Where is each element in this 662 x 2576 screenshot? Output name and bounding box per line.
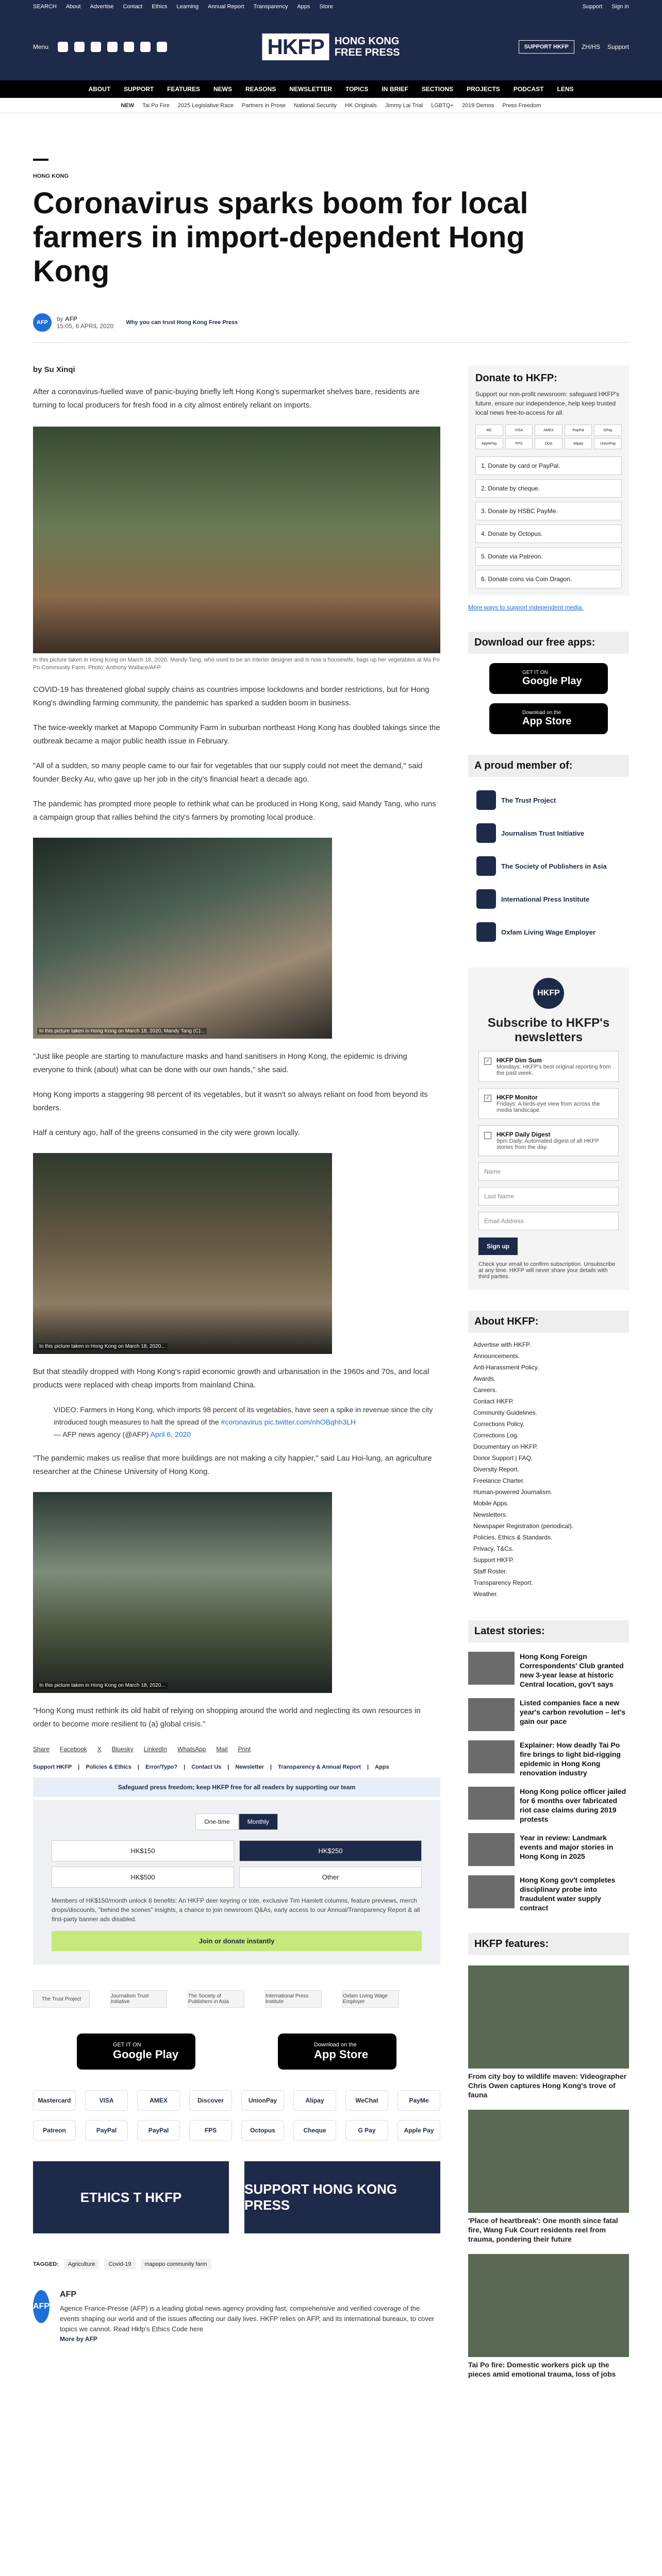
apps-heading: Download our free apps: (468, 632, 629, 654)
topbar-link-apps[interactable]: Apps (297, 4, 310, 10)
gpay-icon[interactable]: G Pay (345, 2120, 388, 2141)
trending-item[interactable]: Press Freedom (502, 102, 541, 109)
tweet-text: VIDEO: Farmers in Hong Kong, which imports 98 percent of its vegetables, have seen a spike in revenue since the city introduced tough measures to halt the spread of the (54, 1405, 433, 1426)
ipi-icon (476, 889, 496, 909)
newsletter-widget (468, 968, 629, 1290)
about-link[interactable]: Announcements. (473, 1352, 520, 1360)
article-title: Coronavirus sparks boom for local farmers in import-dependent Hong Kong (33, 187, 528, 288)
latest-story[interactable] (468, 1833, 629, 1866)
topbar-link-contact[interactable]: Contact (123, 4, 143, 10)
share-linkedin[interactable]: LinkedIn (143, 1745, 168, 1753)
donate-option[interactable]: 2. Donate by cheque. (475, 479, 622, 498)
support-link[interactable]: Transparency & Annual Report (278, 1764, 361, 1770)
about-link[interactable]: Human-powered Journalism. (473, 1488, 553, 1496)
newsletter-option[interactable] (478, 1051, 619, 1082)
top-utility-bar (0, 0, 662, 13)
sidebar (468, 343, 629, 2379)
member-logo[interactable] (468, 823, 629, 843)
member-badges (33, 1990, 440, 2008)
tags-label: TAGGED: (33, 2261, 59, 2267)
member-logo[interactable] (468, 856, 629, 876)
app-store-button[interactable] (278, 2033, 396, 2070)
store-big-text: App Store (522, 716, 572, 727)
about-link[interactable]: Awards. (473, 1375, 496, 1382)
mastercard-icon[interactable]: Mastercard (33, 2090, 76, 2111)
visa-icon[interactable]: VISA (85, 2090, 128, 2111)
article-photo[interactable] (33, 427, 440, 653)
byline-author[interactable]: AFP (65, 315, 78, 323)
oxfam-icon (476, 922, 496, 942)
topbar-link-about[interactable]: About (65, 4, 81, 10)
features-heading: HKFP features: (468, 1933, 629, 1955)
hkfp-logo-small: HKFP (533, 978, 564, 1009)
article-photo[interactable] (33, 1492, 332, 1693)
logo-box: HKFP (262, 33, 329, 60)
name-field[interactable]: Name (478, 1162, 619, 1181)
applepay-icon[interactable]: Apple Pay (398, 2120, 440, 2141)
paragraph: "Hong Kong must rethink its old habit of relying on shopping around the world and neglecting its own resources in order to become more resilient to (a) global crisis." (33, 1706, 421, 1728)
feature-image (468, 2254, 629, 2357)
article-author: by Su Xinqi (33, 365, 75, 374)
amount-option-selected[interactable]: HK$250 (239, 1840, 422, 1861)
oxfam-badge[interactable]: Oxfam Living Wage Employer (342, 1990, 399, 2008)
share-print[interactable]: Print (238, 1745, 251, 1753)
topbar-link-support[interactable]: Support (582, 4, 603, 10)
linkedin-icon[interactable] (124, 42, 134, 52)
donate-widget (468, 365, 629, 596)
more-by-author-link[interactable]: More by AFP (60, 2335, 97, 2343)
app-store-links (33, 2033, 440, 2070)
nav-sections[interactable]: SECTIONS (421, 86, 454, 93)
support-banner[interactable]: Safeguard press freedom; keep HKFP free for all readers by supporting our team (33, 1777, 440, 1797)
amount-option[interactable]: HK$150 (52, 1840, 234, 1861)
about-link[interactable]: Donor Support | FAQ. (473, 1454, 533, 1462)
checkbox[interactable]: ✓ (484, 1058, 491, 1065)
trending-new-label: NEW (121, 102, 135, 109)
about-link[interactable]: Careers. (473, 1386, 498, 1394)
topbar-link-learning[interactable]: Learning (176, 4, 199, 10)
member-heading: A proud member of: (468, 755, 629, 777)
newsletter-option[interactable] (478, 1125, 619, 1156)
topbar-link-transparency[interactable]: Transparency (253, 4, 288, 10)
masthead (0, 13, 662, 80)
membership-note: Members of HK$150/month unlock 8 benefits: An HKFP deer keyring or tote, exclusive Tim Hamlett columns, feature previews, merch drops/discounts, "behind the scenes" insights, a chance to join newsroom Q&As, early access to our Annual/Transparency Report & all first-party banner ads disabled. (52, 1897, 420, 1923)
payment-card-icon: ApplePay (475, 438, 503, 449)
paragraph: "Just like people are starting to manufacture masks and hand sanitisers in Hong Kong, the epidemic is driving everyone to think (about) what can be done with our own hands," she said. (33, 1052, 407, 1074)
payment-card-icon: UnionPay (594, 438, 622, 449)
support-link[interactable]: Contact Us (191, 1764, 222, 1770)
store-small-text: GET IT ON (113, 2042, 141, 2048)
member-name: The Trust Project (501, 796, 556, 804)
donate-note: Support our non-profit newsroom: safeguard HKFP's future, ensure our independence, help keep trusted local news free-to-access for all. (475, 391, 620, 416)
newsletter-title: HKFP Daily Digest (496, 1131, 551, 1138)
nav-news[interactable]: NEWS (213, 86, 232, 93)
about-link[interactable]: Newsletters. (473, 1511, 508, 1518)
about-link[interactable]: Support HKFP. (473, 1556, 515, 1564)
article-body (33, 343, 440, 2379)
feature-story[interactable] (468, 2254, 629, 2379)
support-link[interactable]: Apps (375, 1764, 389, 1770)
byline-by: by (57, 315, 63, 323)
author-avatar[interactable]: AFP (33, 2290, 49, 2323)
trust-link[interactable]: Why you can trust Hong Kong Free Press (126, 319, 238, 326)
latest-story[interactable] (468, 1787, 629, 1824)
article-photo[interactable] (33, 838, 332, 1039)
story-thumbnail (468, 1787, 515, 1820)
logo-text-line1: HONG KONG (334, 36, 400, 47)
nav-about[interactable]: ABOUT (88, 86, 111, 93)
nav-topics[interactable]: TOPICS (345, 86, 369, 93)
nav-support[interactable]: SUPPORT (124, 86, 154, 93)
latest-story[interactable] (468, 1740, 629, 1777)
paragraph: "All of a sudden, so many people came to our fair for vegetables that our supply could not meet the demand," said founder Becky Au, who gave up her job in the city's financial heart a decade ago. (33, 761, 423, 784)
share-whatsapp[interactable]: WhatsApp (177, 1745, 206, 1753)
member-name: The Society of Publishers in Asia (501, 862, 607, 870)
card-logos (475, 425, 622, 449)
masthead-support-link[interactable]: Support (607, 43, 629, 50)
photo-overlay-caption: In this picture taken in Hong Kong on March 18, 2020... (37, 1682, 168, 1689)
facebook-icon[interactable] (58, 42, 68, 52)
trending-item[interactable]: HK Originals (345, 102, 377, 109)
google-play-button[interactable] (77, 2033, 195, 2070)
member-logo[interactable] (468, 790, 629, 810)
about-link[interactable]: Mobile Apps. (473, 1500, 509, 1507)
share-mail[interactable]: Mail (216, 1745, 228, 1753)
nav-reasons[interactable]: REASONS (245, 86, 276, 93)
newsletter-desc: Fridays: A birds-eye view from across the media landscape. (496, 1101, 600, 1113)
about-link[interactable]: Community Guidelines. (473, 1409, 538, 1416)
tag[interactable]: mapopo community farm (141, 2259, 211, 2269)
payment-card-icon: FPS (505, 438, 533, 449)
support-hkfp-button[interactable]: SUPPORT HKFP (519, 40, 574, 54)
story-thumbnail (468, 1875, 515, 1908)
store-big-text: Google Play (113, 2048, 179, 2061)
octopus-icon[interactable]: Octopus (241, 2120, 284, 2141)
about-link[interactable]: Staff Roster. (473, 1568, 507, 1575)
photo-overlay-caption: In this picture taken in Hong Kong on March 18, 2020... (37, 1343, 168, 1350)
x-icon[interactable] (74, 42, 85, 52)
share-bar (33, 1745, 440, 1753)
wechat-icon[interactable]: WeChat (345, 2090, 388, 2111)
trust-project-icon (476, 790, 496, 810)
author-bio: Agence France-Presse (AFP) is a leading global news agency providing fast, comprehensive and verified coverage of the events shaping our world and of the issues affecting our daily lives. HKFP relies on AFP, and its international bureaux, to cover topics we cannot. Read Hkfp's Ethics Code here (60, 2304, 435, 2333)
trending-bar (0, 98, 662, 113)
story-thumbnail (468, 1652, 515, 1685)
patreon-icon[interactable]: Patreon (33, 2120, 76, 2141)
latest-story[interactable] (468, 1698, 629, 1731)
share-label: Share (33, 1745, 50, 1753)
store-small-text: GET IT ON (522, 670, 548, 675)
embedded-tweet (33, 1403, 440, 1440)
story-thumbnail (468, 1740, 515, 1773)
main-nav (0, 80, 662, 98)
about-link[interactable]: Corrections Log. (473, 1432, 519, 1439)
nav-projects[interactable]: PROJECTS (467, 86, 500, 93)
about-link[interactable]: Policies, Ethics & Standards. (473, 1534, 553, 1541)
threads-icon[interactable] (140, 42, 151, 52)
nav-newsletter[interactable]: NEWSLETTER (289, 86, 332, 93)
sopa-badge[interactable]: The Society of Publishers in Asia (188, 1990, 244, 2008)
payment-card-icon: MC (475, 425, 503, 436)
support-link[interactable]: Policies & Ethics (86, 1764, 131, 1770)
share-facebook[interactable]: Facebook (60, 1745, 87, 1753)
about-link[interactable]: Advertise with HKFP. (473, 1341, 531, 1348)
amount-option[interactable]: HK$500 (52, 1867, 234, 1888)
youtube-icon[interactable] (107, 42, 118, 52)
donate-option[interactable]: 3. Donate by HSBC PayMe. (475, 502, 622, 520)
newsletter-small-print: Check your email to confirm subscription. Unsubscribe at any time. HKFP will never share your details with third parties. (478, 1261, 616, 1280)
sopa-icon (476, 856, 496, 876)
support-link[interactable]: Newsletter (235, 1764, 264, 1770)
trending-item[interactable]: Partners in Prose (241, 102, 286, 109)
amount-option-other[interactable]: Other (239, 1867, 422, 1888)
share-bluesky[interactable]: Bluesky (111, 1745, 134, 1753)
newsletter-desc: Mondays: HKFP's best original reporting from the past week. (496, 1064, 611, 1076)
story-title: Explainer: How deadly Tai Po fire brings to light bid-rigging epidemic in Hong Kong renovation industry (520, 1741, 621, 1777)
support-promo-banner[interactable]: SUPPORT HONG KONG PRESS (244, 2161, 440, 2233)
jti-icon (476, 823, 496, 843)
google-play-button[interactable] (489, 663, 608, 694)
donate-option[interactable]: 1. Donate by card or PayPal. (475, 456, 622, 475)
paragraph: After a coronavirus-fuelled wave of panic-buying briefly left Hong Kong's supermarket shelves bare, residents are turning to local producers for fresh food in a city almost entirely reliant on imports. (33, 387, 420, 410)
trending-item[interactable]: 2025 Legislative Race (177, 102, 234, 109)
nav-lens[interactable]: LENS (557, 86, 574, 93)
article-tags (33, 2259, 440, 2269)
payment-methods (33, 2090, 440, 2141)
feature-title: Tai Po fire: Domestic workers pick up the pieces amid emotional trauma, loss of jobs (468, 2361, 616, 2378)
donation-widget (33, 1800, 440, 1964)
topbar-link-store[interactable]: Store (319, 4, 333, 10)
byline (33, 313, 629, 332)
about-link[interactable]: Documentary on HKFP. (473, 1443, 538, 1450)
about-link[interactable]: Anti-Harassment Policy. (473, 1364, 539, 1371)
photo-overlay-caption: In this picture taken in Hong Kong on March 18, 2020, Mandy Tang (C)... (37, 1028, 207, 1035)
paragraph: The pandemic has prompted more people to rethink what can be produced in Hong Kong, said Mandy Tang, who runs a campaign group that rallies behind the city's farmers by promoting local produce. (33, 800, 436, 822)
article-container (33, 159, 629, 2379)
checkbox[interactable]: ✓ (484, 1095, 491, 1102)
donate-option[interactable]: 6. Donate coins via Coin Dragon. (475, 570, 622, 588)
signup-button[interactable]: Sign up (478, 1238, 518, 1255)
one-time-option[interactable]: One-time (195, 1814, 238, 1830)
alipay-icon[interactable]: Alipay (293, 2090, 336, 2111)
member-name: International Press Institute (501, 895, 590, 903)
latest-story[interactable] (468, 1652, 629, 1689)
support-link[interactable]: Error/Typo? (145, 1764, 178, 1770)
join-button[interactable]: Join or donate instantly (52, 1931, 422, 1951)
about-link[interactable]: Contact HKFP. (473, 1398, 514, 1405)
feature-image (468, 2110, 629, 2213)
donate-option[interactable]: 4. Donate by Octopus. (475, 524, 622, 543)
tweet-link[interactable]: #coronavirus pic.twitter.com/nhOBqhh3LH (221, 1418, 356, 1426)
nav-podcast[interactable]: PODCAST (513, 86, 544, 93)
feature-image (468, 1965, 629, 2069)
payment-card-icon: Octo (535, 438, 562, 449)
amex-icon[interactable]: AMEX (137, 2090, 180, 2111)
menu-button[interactable]: Menu (33, 43, 49, 50)
paragraph: "The pandemic makes us realise that more buildings are not making a city happier," said Lau Hoi-lung, an agriculture researcher at the Chinese University of Hong Kong. (33, 1454, 432, 1476)
trending-item[interactable]: LGBTQ+ (431, 102, 454, 109)
app-store-button[interactable] (489, 703, 608, 734)
newsletter-title: HKFP Monitor (496, 1094, 538, 1101)
paragraph: But that steadily dropped with Hong Kong's rapid economic growth and urbanisation in the 1960s and 70s, and local products were replaced with cheap imports from mainland China. (33, 1367, 429, 1389)
donate-heading: Donate to HKFP: (475, 372, 557, 384)
trending-item[interactable]: National Security (293, 102, 337, 109)
payme-icon[interactable]: PayMe (398, 2090, 440, 2111)
support-links: Support HKFP | Policies & Ethics | Error/Typo? | Contact Us | Newsletter | Transparency & Annual Report | Apps (33, 1764, 389, 1770)
more-ways-link[interactable]: More ways to support independent media. (468, 604, 584, 611)
trending-item[interactable]: Tai Po Fire (142, 102, 170, 109)
rss-icon[interactable] (157, 42, 167, 52)
feature-story[interactable] (468, 1965, 629, 2099)
article-date: 15:05, 6 APRIL 2020 (57, 323, 114, 330)
share-x[interactable]: X (97, 1745, 102, 1753)
story-title: Year in review: Landmark events and major stories in Hong Kong in 2025 (520, 1834, 614, 1860)
payment-card-icon: Alipay (565, 438, 592, 449)
paypal-icon[interactable]: PayPal (85, 2120, 128, 2141)
donate-options (475, 456, 622, 588)
payment-card-icon: PayPal (565, 425, 592, 436)
tag[interactable]: Agriculture (64, 2259, 100, 2269)
jti-badge[interactable]: Journalism Trust Initiative (110, 1990, 167, 2008)
store-small-text: Download on the (314, 2042, 357, 2048)
newsletter-desc: 9pm Daily: Automated digest of all HKFP stories from the day. (496, 1138, 599, 1150)
newsletter-option[interactable] (478, 1088, 619, 1119)
title-rule (33, 159, 48, 161)
store-big-text: Google Play (522, 675, 582, 687)
ipi-badge[interactable]: International Press Institute (265, 1990, 322, 2008)
feature-title: 'Place of heartbreak': One month since fatal fire, Wang Fuk Court residents reel from trauma, pondering their future (468, 2216, 618, 2243)
tweet-date[interactable]: April 6, 2020 (150, 1430, 191, 1438)
support-link[interactable]: Support HKFP (33, 1764, 72, 1770)
about-link[interactable]: Corrections Policy. (473, 1420, 525, 1428)
tag[interactable]: Covid-19 (104, 2259, 135, 2269)
member-logo[interactable] (468, 889, 629, 909)
paragraph: COVID-19 has threatened global supply chains as countries impose lockdowns and border restrictions, but for Hong Kong's dwindling farming community, the pandemic has sparked a sudden boom in business. (33, 685, 429, 707)
about-link[interactable]: Freelance Charter. (473, 1477, 525, 1484)
member-name: Journalism Trust Initiative (501, 829, 585, 837)
trending-item[interactable]: 2019 Demos (461, 102, 494, 109)
language-switch[interactable]: ZH/HS (581, 43, 600, 50)
author-name[interactable]: AFP (60, 2290, 76, 2299)
author-avatar[interactable]: AFP (33, 313, 52, 332)
store-small-text: Download on the (522, 710, 561, 716)
last-name-field[interactable]: Last Name (478, 1187, 619, 1206)
discover-icon[interactable]: Discover (189, 2090, 232, 2111)
member-logo[interactable] (468, 922, 629, 942)
article-photo[interactable] (33, 1153, 332, 1354)
trending-item[interactable]: Jimmy Lai Trial (385, 102, 423, 109)
cheque-icon[interactable]: Cheque (293, 2120, 336, 2141)
donate-option[interactable]: 5. Donate via Patreon. (475, 547, 622, 566)
topbar-link-search[interactable]: SEARCH (33, 4, 57, 10)
tweet-by: — AFP news agency (@AFP) (54, 1430, 149, 1438)
newsletter-heading: Subscribe to HKFP's newsletters (487, 1016, 610, 1044)
donation-frequency-toggle (52, 1814, 422, 1830)
topbar-link-annual-report[interactable]: Annual Report (208, 4, 244, 10)
payment-card-icon: GPay (594, 425, 622, 436)
story-title: Listed companies face a new year's carbon revolution – let's gain our pace (520, 1699, 626, 1725)
hkfp-logo[interactable] (262, 33, 400, 60)
trust-project-badge[interactable]: The Trust Project (33, 1990, 90, 2008)
nav-features[interactable]: FEATURES (167, 86, 200, 93)
email-field[interactable]: Email Address (478, 1212, 619, 1230)
store-big-text: App Store (314, 2048, 369, 2061)
about-heading: About HKFP: (468, 1311, 629, 1333)
story-title: Hong Kong gov't completes disciplinary probe into fraudulent water supply contract (520, 1876, 616, 1912)
logo-text-line2: FREE PRESS (334, 47, 400, 58)
nav-in-brief[interactable]: IN BRIEF (382, 86, 408, 93)
payment-card-icon: AMEX (535, 425, 562, 436)
feature-story[interactable] (468, 2110, 629, 2244)
feature-title: From city boy to wildlife maven: Videographer Chris Owen captures Hong Kong's trove of fauna (468, 2072, 627, 2099)
about-link[interactable]: Privacy, T&Cs. (473, 1545, 514, 1552)
newsletter-title: HKFP Dim Sum (496, 1057, 542, 1064)
instagram-icon[interactable] (91, 42, 101, 52)
member-name: Oxfam Living Wage Employer (501, 928, 596, 936)
payment-card-icon: VISA (505, 425, 533, 436)
about-link[interactable]: Weather. (473, 1590, 498, 1598)
fps-icon[interactable]: FPS (189, 2120, 232, 2141)
monthly-option[interactable]: Monthly (239, 1814, 278, 1830)
topbar-link-ethics[interactable]: Ethics (152, 4, 168, 10)
topbar-link-advertise[interactable]: Advertise (90, 4, 114, 10)
photo-caption: In this picture taken in Hong Kong on March 18, 2020, Mandy Tang, who used to be an interior designer and is now a housewife, bags up her vegetables at Ma Po Po Community Farm. Photo: Anthony Wallace/AFP. (33, 657, 440, 671)
topbar-link-signin[interactable]: Sign in (611, 4, 629, 10)
about-link[interactable]: Newspaper Registration (periodical). (473, 1522, 574, 1530)
story-thumbnail (468, 1698, 515, 1731)
unionpay-icon[interactable]: UnionPay (241, 2090, 284, 2111)
checkbox[interactable] (484, 1132, 491, 1139)
ethics-promo-banner[interactable]: ETHICS T HKFP (33, 2161, 229, 2233)
story-title: Hong Kong police officer jailed for 6 months over fabricated riot case claims during 2019 protests (520, 1787, 626, 1823)
category-label[interactable]: HONG KONG (33, 173, 69, 179)
about-list (468, 1339, 629, 1600)
paypal-icon[interactable]: PayPal (137, 2120, 180, 2141)
about-link[interactable]: Transparency Report. (473, 1579, 533, 1586)
about-link[interactable]: Diversity Report. (473, 1466, 519, 1473)
paragraph: Hong Kong imports a staggering 98 percent of its vegetables, but it wasn't so always reliant on food from beyond its borders. (33, 1090, 428, 1112)
promo-banners (33, 2161, 440, 2233)
author-box (33, 2290, 440, 2344)
story-title: Hong Kong Foreign Correspondents' Club granted new 3-year lease at historic Central location, gov't says (520, 1652, 624, 1688)
paragraph: Half a century ago, half of the greens consumed in the city were grown locally. (33, 1128, 300, 1137)
paragraph: The twice-weekly market at Mapopo Community Farm in suburban northeast Hong Kong has doubled takings since the outbreak became a major public health issue in February. (33, 723, 440, 745)
story-thumbnail (468, 1833, 515, 1866)
latest-heading: Latest stories: (468, 1620, 629, 1642)
latest-story[interactable] (468, 1875, 629, 1912)
